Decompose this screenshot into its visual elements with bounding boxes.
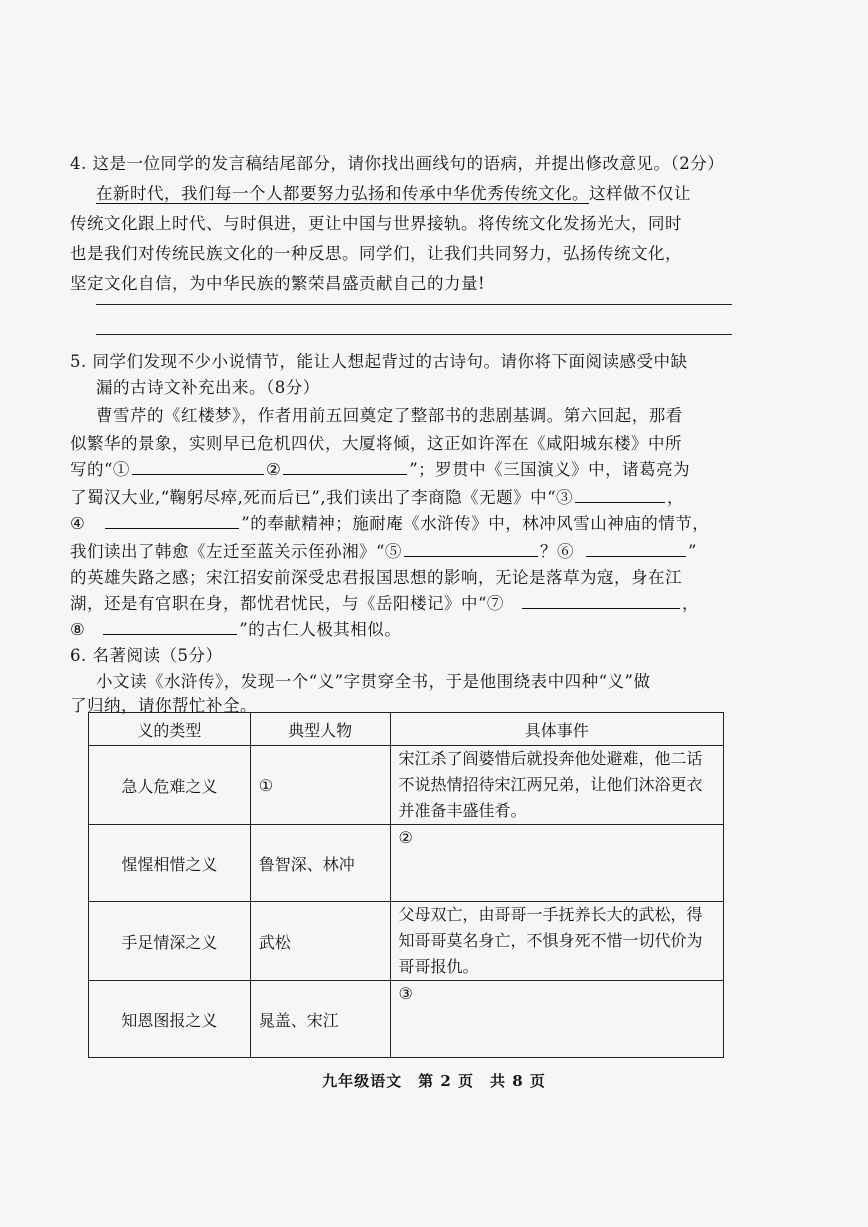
q5-text: 写的“①	[70, 460, 130, 479]
q4-line4: 坚定文化自信，为中华民族的繁荣昌盛贡献自己的力量!	[70, 274, 486, 293]
blank-2[interactable]	[283, 473, 407, 475]
table-row	[89, 825, 724, 902]
q4-answer-line-1[interactable]	[96, 304, 732, 305]
q4-heading: 4. 这是一位同学的发言稿结尾部分，请你找出画线句的语病，并提出修改意见。（2分）	[70, 154, 725, 173]
cell-person: 晁盖、宋江	[250, 981, 390, 1058]
q5-text: 了蜀汉大业,“鞠躬尽瘁,死而后已”,我们读出了李商隐《无题》中“③	[70, 488, 574, 507]
q4-line1	[96, 180, 691, 204]
q5-text: ”	[687, 542, 697, 561]
q5-para-line4	[70, 484, 684, 508]
q5-text: ”的奉献精神；施耐庵《水浒传》中，林冲风雪山神庙的情节，	[241, 514, 710, 533]
table-row	[89, 902, 724, 981]
cell-type: 惺惺相惜之义	[89, 825, 251, 902]
cell-person-blank[interactable]: ①	[250, 746, 390, 825]
column-header-type: 义的类型	[89, 713, 251, 746]
blank-6[interactable]	[586, 555, 686, 557]
page-footer: 九年级语文 第 2 页 共 8 页	[322, 1072, 546, 1090]
q5-para-line7: 的英雄失路之感；宋江招安前深受忠君报国思想的影响，无论是落草为寇，身在江	[70, 568, 682, 587]
q5-text: ？⑥	[539, 542, 574, 561]
q5-para-line3	[70, 456, 690, 480]
q6-para-line1: 小文读《水浒传》，发现一个“义”字贯穿全书，于是他围绕表中四种“义”做	[96, 672, 651, 691]
q5-text: 湖，还是有官职在身，都忧君忧民，与《岳阳楼记》中“⑦	[70, 594, 504, 613]
cell-event-blank[interactable]: ②	[390, 825, 723, 902]
q5-text: ”的古仁人极其相似。	[239, 620, 402, 639]
q4-line2: 传统文化跟上时代、与时俱进，更让中国与世界接轨。将传统文化发扬光大，同时	[70, 214, 682, 233]
cell-type: 知恩图报之义	[89, 981, 251, 1058]
q5-para-line1: 曹雪芹的《红楼梦》，作者用前五回奠定了整部书的悲剧基调。第六回起，那看	[96, 406, 683, 425]
q5-para-line5	[70, 510, 709, 534]
blank-7[interactable]	[522, 607, 680, 609]
q5-text: ⑧	[70, 620, 86, 639]
blank-8[interactable]	[103, 633, 237, 635]
q5-text: ，	[681, 594, 699, 613]
cell-event: 父母双亡，由哥哥一手抚养长大的武松，得知哥哥莫名身亡，不惧身死不惜一切代价为哥哥报仇。	[390, 902, 723, 981]
q5-text: ，	[667, 488, 685, 507]
q5-para-line6	[70, 538, 697, 562]
q5-para-line2: 似繁华的景象，实则早已危机四伏，大厦将倾，这正如许浑在《咸阳城东楼》中所	[70, 434, 682, 453]
column-header-person: 典型人物	[250, 713, 390, 746]
table-header-row	[89, 713, 724, 746]
yi-summary-table	[88, 712, 724, 1058]
cell-event-blank[interactable]: ③	[390, 981, 723, 1058]
blank-4[interactable]	[105, 527, 239, 529]
table-row	[89, 746, 724, 825]
q6-para-line2: 了归纳，请你帮忙补全。	[70, 696, 257, 715]
q5-para-line9	[70, 616, 401, 640]
q6-heading: 6. 名著阅读（5分）	[70, 646, 223, 665]
q5-text: 我们读出了韩愈《左迁至蓝关示侄孙湘》“⑤	[70, 542, 402, 561]
cell-person: 鲁智深、林冲	[250, 825, 390, 902]
cell-event: 宋江杀了阎婆惜后就投奔他处避难，他二话不说热情招待宋江两兄弟，让他们沐浴更衣并准备丰盛佳肴。	[390, 746, 723, 825]
q4-underlined-sentence: 在新时代，我们每一个人都要努力弘扬和传承中华优秀传统文化。	[96, 184, 589, 203]
cell-type: 手足情深之义	[89, 902, 251, 981]
cell-person: 武松	[250, 902, 390, 981]
blank-5[interactable]	[404, 555, 538, 557]
column-header-event: 具体事件	[390, 713, 723, 746]
q5-text: ”；罗贯中《三国演义》中，诸葛亮为	[409, 460, 691, 479]
q5-text: ②	[265, 460, 282, 479]
q5-text: ④	[70, 514, 86, 533]
blank-3[interactable]	[575, 501, 665, 503]
q5-heading-line1: 5. 同学们发现不少小说情节，能让人想起背过的古诗句。请你将下面阅读感受中缺	[70, 352, 688, 371]
q4-line1-rest: 这样做不仅让	[589, 184, 691, 203]
q4-line3: 也是我们对传统民族文化的一种反思。同学们，让我们共同努力，弘扬传统文化，	[70, 244, 682, 263]
table-row	[89, 981, 724, 1058]
q5-para-line8	[70, 590, 699, 614]
q5-heading-line2: 漏的古诗文补充出来。（8分）	[96, 378, 320, 397]
cell-type: 急人危难之义	[89, 746, 251, 825]
q4-answer-line-2[interactable]	[96, 334, 732, 335]
blank-1[interactable]	[132, 473, 264, 475]
